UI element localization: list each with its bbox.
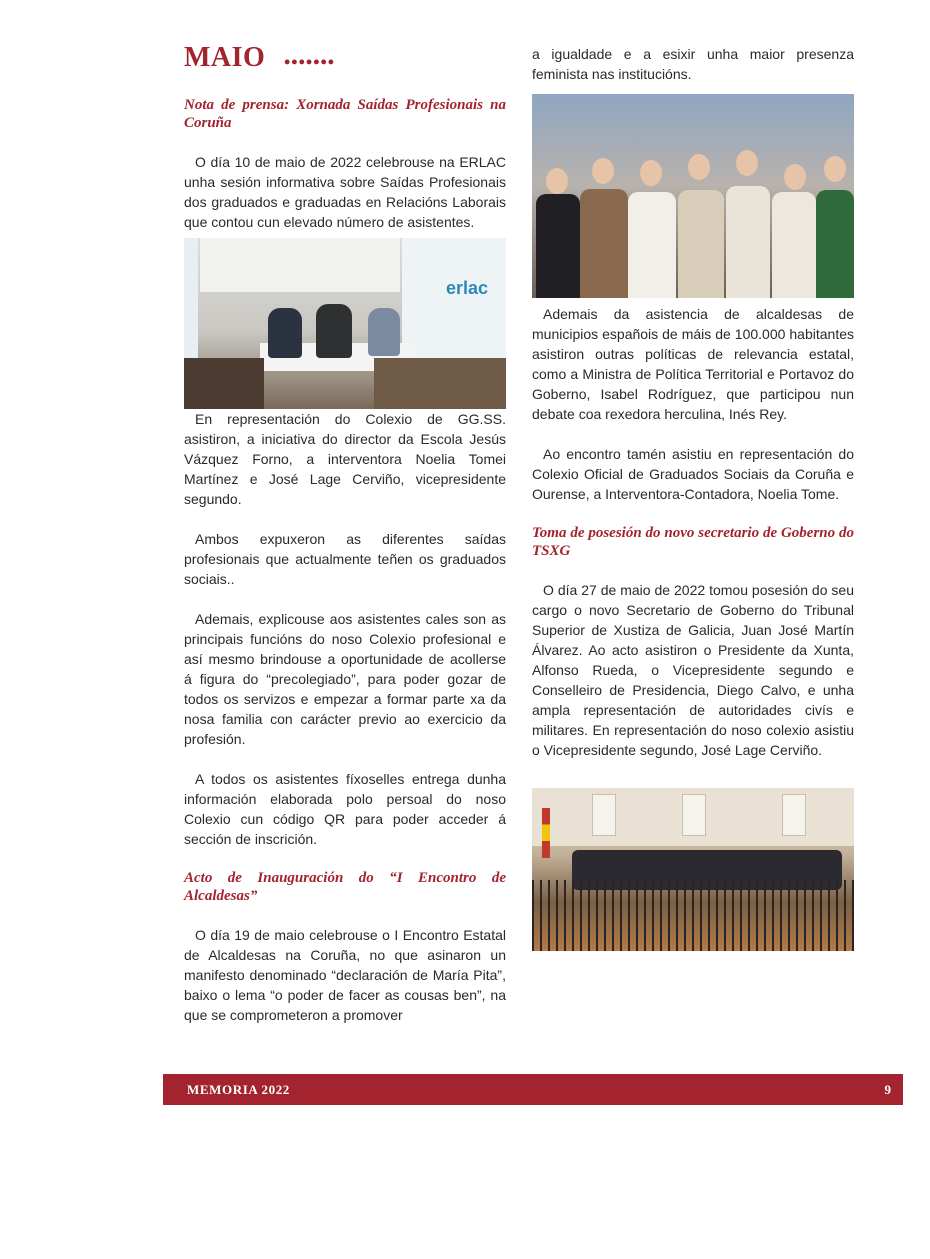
- paragraph: A todos os asistentes fíxoselles entrega dunha información elaborada polo persoal do noso Colexio cun código QR para poder acceder á sección de inscrición.: [184, 771, 506, 847]
- photo-person: [368, 308, 400, 356]
- photo-session-informativa: [184, 238, 506, 409]
- article-heading-saidas-profesionais: Nota de prensa: Xornada Saídas Profesionais na Coruña: [184, 97, 506, 131]
- article-heading-encontro-alcaldesas: Acto de Inauguración do “I Encontro de Alcaldesas”: [184, 870, 506, 904]
- photo-court-window: [782, 794, 806, 836]
- paragraph: Ambos expuxeron as diferentes saídas profesionais que actualmente teñen os graduados sociais..: [184, 531, 506, 587]
- section-month-title: MAIO: [184, 42, 266, 73]
- photo-person-body: [628, 192, 676, 298]
- photo-projection-screen: [200, 238, 400, 292]
- page-footer: [163, 1074, 903, 1105]
- right-column: [532, 44, 854, 951]
- paragraph: O día 10 de maio de 2022 celebrouse na ERLAC unha sesión informativa sobre Saídas Profesionais dos graduados e graduadas en Relacións Laborais que contou cun elevado número de asistentes.: [184, 154, 506, 230]
- photo-person-body: [536, 194, 580, 298]
- paragraph-continuation: a igualdade e a esixir unha maior presenza feminista nas institucións.: [532, 46, 854, 82]
- photo-audience-right: [374, 358, 506, 409]
- decorative-dots: •••••••: [284, 52, 336, 72]
- photo-person-body: [816, 190, 854, 298]
- paragraph: O día 27 de maio de 2022 tomou posesión do seu cargo o novo Secretario de Goberno do Tribunal Superior de Xustiza de Galicia, Juan José Martín Álvarez. Ao acto asistiron o Presidente da Xunta, Alfonso Rueda, o Vicepresidente segundo e Conselleiro de Presidencia, Diego Calvo, e unha ampla representación de autoridades civís e militares. En representación do noso colexio asistiu o Vicepresidente segundo, José Lage Cerviño.: [532, 582, 854, 758]
- footer-title: MEMORIA 2022: [187, 1082, 290, 1097]
- photo-court-ceremony: [532, 788, 854, 951]
- photo-person-body: [772, 192, 816, 298]
- photo-person-body: [678, 190, 724, 298]
- photo-erlac-logo-text: erlac: [445, 278, 488, 298]
- photo-alcaldesas-group: [532, 94, 854, 298]
- paragraph: O día 19 de maio celebrouse o I Encontro Estatal de Alcaldesas na Coruña, no que asinaron un manifesto denominado “declaración de María Pita”, baixo o lema “o poder de facer as cousas ben”, na que se comprometeron a promover: [184, 927, 506, 1023]
- photo-person-face: [824, 156, 846, 182]
- photo-audience-left: [184, 358, 264, 409]
- paragraph: Ao encontro tamén asistiu en representación do Colexio Oficial de Graduados Sociais da Coruña e Ourense, a Interventora-Contadora, Noelia Tome.: [532, 446, 854, 502]
- photo-person-face: [546, 168, 568, 194]
- photo-left-banner: [184, 238, 198, 358]
- photo-person-face: [592, 158, 614, 184]
- paragraph: Ademais, explicouse aos asistentes cales son as principais funcións do noso Colexio profesional e así mesmo brindouse a oportunidade de acollerse á figura do “precolegiado”, para poder gozar de todos os servizos e empezar a formar parte xa da nosa familia con carácter previo ao exercicio da profesión.: [184, 611, 506, 747]
- photo-person-body: [726, 186, 770, 298]
- photo-person-face: [688, 154, 710, 180]
- photo-person: [316, 304, 352, 358]
- photo-court-window: [592, 794, 616, 836]
- photo-flag: [542, 808, 550, 858]
- article-heading-toma-posesion: Toma de posesión do novo secretario de Goberno do TSXG: [532, 525, 854, 559]
- paragraph: Ademais da asistencia de alcaldesas de municipios españois de máis de 100.000 habitantes asistiron outras políticas de relevancia estatal, como a Ministra de Política Territorial e Portavoz do Goberno, Isabel Rodríguez, que participou nun debate coa rexedora herculina, Inés Rey.: [532, 306, 854, 422]
- photo-court-window: [682, 794, 706, 836]
- photo-person-body: [580, 189, 628, 298]
- photo-court-railing: [532, 880, 854, 951]
- paragraph: En representación do Colexio de GG.SS. asistiron, a iniciativa do director da Escola Jesús Vázquez Forno, a interventora Noelia Tomei Martínez e José Lage Cerviño, vicepresidente segundo.: [184, 411, 506, 507]
- photo-person-face: [736, 150, 758, 176]
- page-number: 9: [884, 1082, 891, 1097]
- left-column: [184, 96, 506, 1025]
- photo-person: [268, 308, 302, 358]
- photo-person-face: [640, 160, 662, 186]
- photo-person-face: [784, 164, 806, 190]
